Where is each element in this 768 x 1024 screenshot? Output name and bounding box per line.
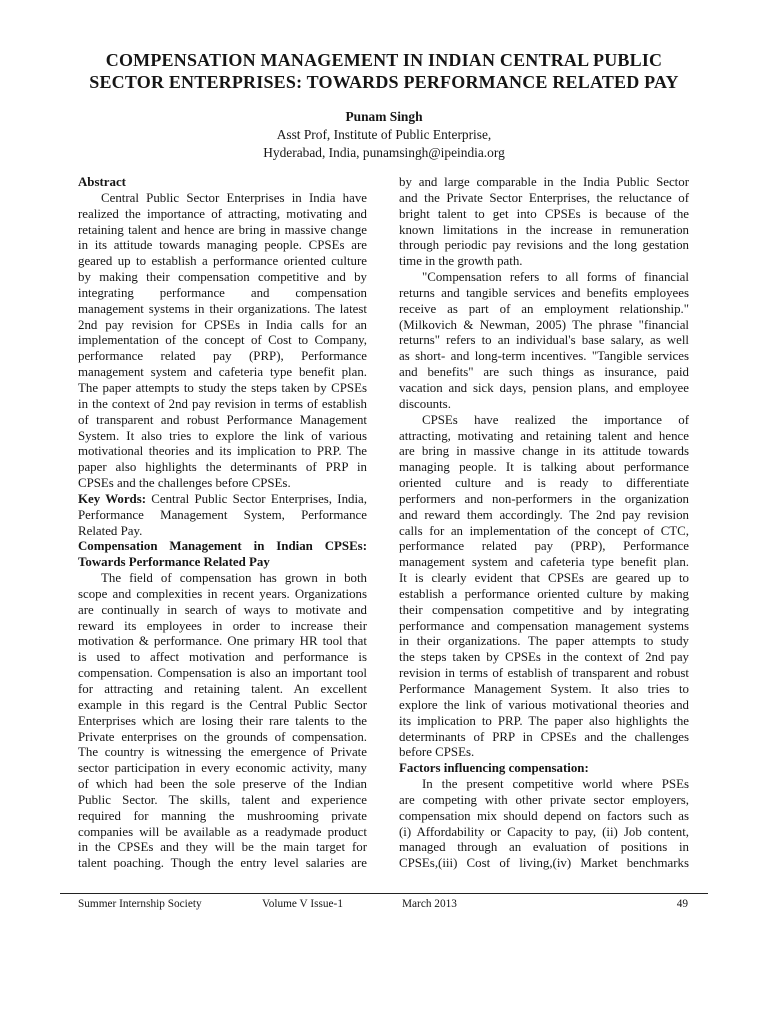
text-line: time in the growth path. — [399, 254, 523, 269]
footer-volume: Volume V Issue-1 — [262, 898, 343, 910]
text-line: geared up to establish a performance oriented culture — [78, 254, 367, 269]
text-line: by and large comparable in the India Public Sector — [399, 175, 689, 189]
text-line: are bring in massive change in its attitude towards — [399, 444, 689, 459]
text-line: the steps taken by CPSEs in the context of 2nd pay — [399, 650, 689, 665]
abstract-paragraph — [78, 191, 367, 492]
text-line: The paper attempts to study the steps taken by CPSEs — [78, 380, 367, 395]
text-line: vacation and sick days, pension plans, and employee — [399, 380, 689, 395]
text-line: Public Sector. The skills, talent and experience — [78, 792, 367, 807]
text-line: performance related pay (PRP), Performance — [399, 539, 689, 554]
footer-rule — [60, 893, 708, 894]
text-line: It is clearly evident that CPSEs are geared up to — [399, 571, 689, 586]
author-affiliation — [0, 126, 768, 161]
paper-title — [60, 49, 708, 93]
keywords-line: Related Pay. — [78, 523, 143, 538]
abstract-heading: Abstract — [78, 175, 126, 189]
text-line: example in this regard is the Central Public Sector — [78, 697, 367, 712]
text-line: management system and cafeteria type benefit plan. — [399, 555, 689, 570]
text-line: System. It also tries to explore the link of various — [78, 428, 367, 443]
text-line: bright talent to get into CPSEs is because of the — [399, 206, 689, 221]
text-line: attracting, motivating and retaining talent and hence — [399, 428, 689, 443]
text-line: explore the link of various motivational theories and — [399, 697, 689, 712]
text-line: and reward them accordingly. The 2nd pay revision — [399, 507, 689, 522]
text-line: of transparent and robust Performance Management — [78, 412, 367, 427]
left-column — [78, 175, 367, 872]
right-column — [399, 175, 689, 872]
text-line: (i) Affordability or Capacity to pay, (ii) Job content, — [399, 824, 689, 839]
text-line: known limitations in the increase in remuneration — [399, 222, 689, 237]
text-line: CPSEs and the challenges before CPSEs. — [78, 476, 291, 491]
text-line: Performance Management System. It also tries to — [399, 682, 689, 696]
text-line: managing people. It is talking about performance — [399, 460, 689, 475]
text-line: in their organizations. The paper attempts to study — [399, 634, 689, 649]
text-line: its implication to PRP. The paper also highlights the — [399, 713, 689, 728]
text-line: receive as part of an employment relationship." — [399, 301, 689, 316]
text-line: managed through an evaluation of positions in — [399, 840, 689, 855]
text-line: CPSEs,(iii) Cost of living,(iv) Market benchmarks — [399, 856, 689, 871]
title-line: SECTOR ENTERPRISES: TOWARDS PERFORMANCE RELATED PAY — [89, 72, 679, 92]
text-line: establish a performance oriented culture by making — [399, 586, 689, 601]
text-line: calls for an implementation of the concept of CTC, — [399, 523, 689, 538]
text-line: in the context of 2nd pay revision in terms of establish — [78, 396, 367, 411]
author-block — [0, 108, 768, 161]
text-line: required for manning the mushrooming private — [78, 808, 367, 823]
text-line: returns" refers to an individual's base salary, as well — [399, 333, 689, 348]
section-heading-line: Compensation Management in Indian CPSEs: — [78, 539, 367, 554]
text-line: by making their compensation competitive and by — [78, 270, 367, 285]
text-line: before CPSEs. — [399, 745, 475, 760]
text-line: scope and complexities in recent years. Organizations — [78, 586, 367, 601]
text-line: Enterprises which are losing their rare talents to the — [78, 713, 367, 728]
text-line: as short- and long-term incentives. "Tangible services — [399, 349, 689, 364]
text-line: (Milkovich & Newman, 2005) The phrase "financial — [399, 317, 689, 332]
paragraph-continued — [399, 175, 689, 270]
paragraph-cpses-realized — [399, 413, 689, 762]
footer-journal: Summer Internship Society — [78, 898, 202, 910]
text-line: and benefits" are such things as insurance, paid — [399, 365, 689, 380]
text-line: through periodic pay revisions and the long gestation — [399, 238, 689, 253]
text-line: motivation & performance. One primary HR tool that — [78, 634, 367, 649]
text-line: The country is witnessing the emergence of Private — [78, 745, 367, 760]
text-line: companies will be available as a readymade product — [78, 824, 367, 839]
text-line: management system and cafeteria type benefit plan. — [78, 365, 367, 380]
text-line: compensation. Compensation is also an important tool — [78, 666, 367, 681]
text-line: of which had been the sole preserve of the Indian — [78, 777, 367, 792]
text-line: for attracting and retaining talent. An excellent — [78, 682, 367, 696]
text-line: performance and compensation management systems — [399, 618, 689, 633]
text-line: realized the importance of attracting, motivating and — [78, 206, 367, 221]
text-line: reward its employees in order to increase their — [78, 618, 367, 633]
text-line: integrating performance and compensation — [78, 285, 367, 300]
keywords-label: Key Words: — [78, 491, 147, 506]
text-line: retaining talent and hence are bring in massive change — [78, 222, 367, 237]
text-line: talent poaching. Though the entry level salaries are — [78, 856, 367, 871]
text-line: determinants of PRP in CPSEs and the challenges — [399, 729, 689, 744]
text-line: Central Public Sector Enterprises in India have — [101, 190, 367, 205]
affiliation-line: Asst Prof, Institute of Public Enterprise, — [276, 127, 492, 142]
keywords-line — [78, 492, 367, 508]
text-line: In the present competitive world where PSEs — [422, 777, 689, 792]
section-heading-line: Towards Performance Related Pay — [78, 555, 270, 570]
text-line: compensation mix should depend on factors such as — [399, 808, 689, 823]
text-line: performers and non-performers in the organization — [399, 491, 689, 506]
text-line: management systems in their organizations. The latest — [78, 301, 367, 316]
footer-page-number: 49 — [676, 898, 688, 910]
author-name: Punam Singh — [345, 109, 423, 124]
text-line: 2nd pay revision for CPSEs in India calls for an — [78, 317, 367, 332]
text-line: are competing with other private sector employers, — [399, 792, 689, 807]
text-line: paper also highlights the determinants of PRP in — [78, 460, 367, 475]
keywords-text: Central Public Sector Enterprises, India, — [146, 491, 367, 506]
paragraph-compensation-definition — [399, 270, 689, 413]
keywords-line: Performance Management System, Performance — [78, 507, 367, 522]
text-line: CPSEs have realized the importance of — [422, 412, 689, 427]
text-line: in its attitude towards managing people. CPSEs are — [78, 238, 367, 253]
text-line: their compensation competitive and by integrating — [399, 602, 689, 617]
text-line: in the CPSEs and they will be the main target for — [78, 840, 367, 855]
text-line: returns and tangible services and benefits employees — [399, 285, 689, 300]
text-line: motivational theories and its implication to PRP. The — [78, 444, 367, 459]
text-line: revision in terms of establish of transparent and robust — [399, 666, 689, 681]
text-line: discounts. — [399, 396, 451, 411]
section-paragraph — [78, 571, 367, 872]
text-line: sector participation in every economic activity, many — [78, 761, 367, 776]
text-line: oriented culture and is ready to differentiate — [399, 476, 689, 491]
text-line: The field of compensation has grown in both — [101, 571, 367, 586]
text-line: Private enterprises on the grounds of compensation. — [78, 729, 367, 744]
text-line: implementation of the concept of Cost to Company, — [78, 333, 367, 348]
text-line: performance related pay (PRP), Performance — [78, 349, 367, 364]
paragraph-factors — [399, 777, 689, 872]
factors-heading: Factors influencing compensation: — [399, 761, 589, 776]
text-line: "Compensation refers to all forms of financial — [422, 270, 689, 285]
affiliation-line: Hyderabad, India, punamsingh@ipeindia.org — [263, 144, 505, 160]
footer-date: March 2013 — [402, 898, 457, 910]
text-line: and the Private Sector Enterprises, the reluctance of — [399, 190, 689, 205]
title-line: COMPENSATION MANAGEMENT IN INDIAN CENTRAL PUBLIC — [105, 50, 663, 70]
text-line: is used to affect motivation and performance is — [78, 650, 367, 665]
text-line: are continually in search of ways to motivate and — [78, 602, 367, 617]
